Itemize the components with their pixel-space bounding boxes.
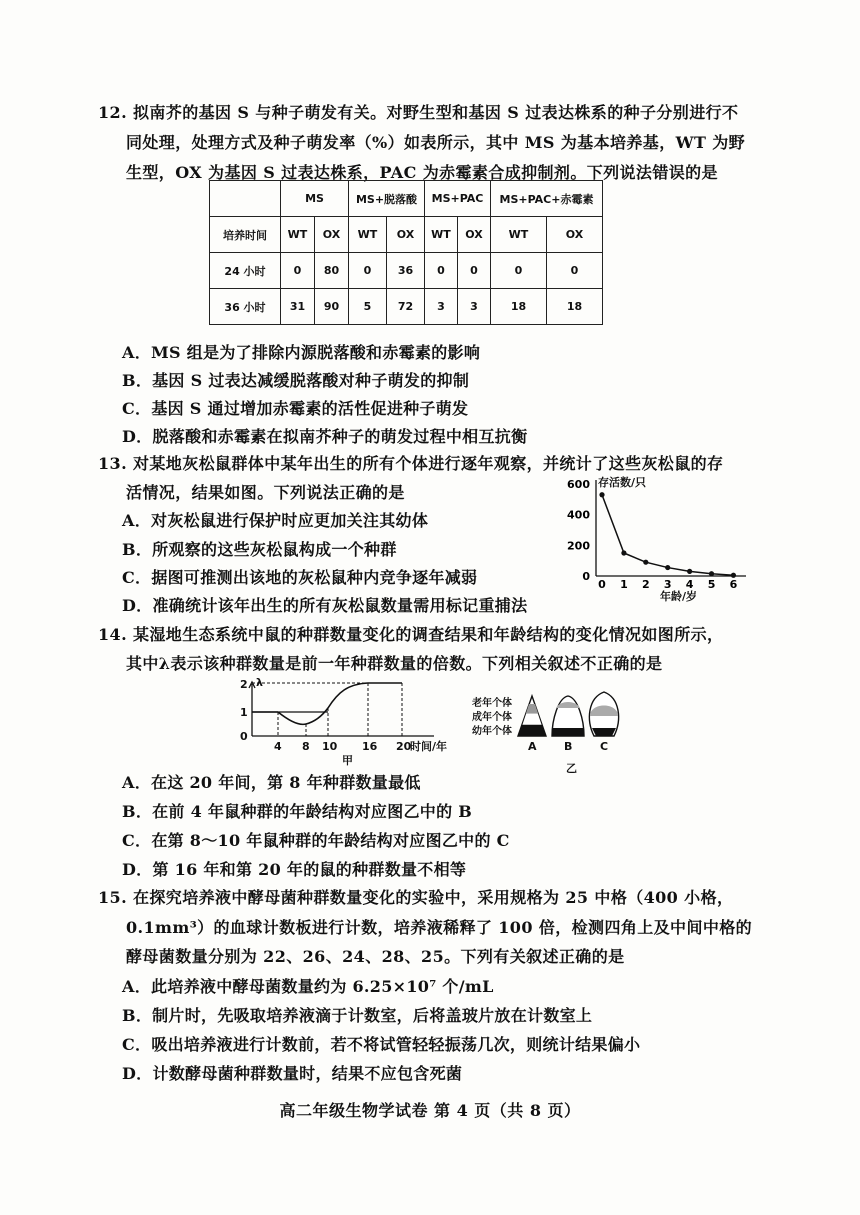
q15-option-d: D．计数酵母菌种群数量时，结果不应包含死菌 [122, 1064, 463, 1083]
table-sub-header: WT [349, 217, 387, 253]
table-cell: 5 [349, 289, 387, 325]
q14-option-c: C．在第 8～10 年鼠种群的年龄结构对应图乙中的 C [122, 831, 510, 850]
legend-young: 幼年个体 [472, 726, 512, 737]
table-cell: 90 [315, 289, 349, 325]
lambda-xtick: 16 [362, 740, 378, 753]
y-tick-label: 0 [582, 570, 590, 583]
survival-point [599, 492, 604, 497]
lambda-x-axis-label: 时间/年 [410, 740, 448, 753]
y-tick-label: 400 [567, 508, 590, 522]
q15-line-2: 0.1mm³）的血球计数板进行计数，培养液稀释了 100 倍，检测四角上及中间中格的 [126, 918, 753, 937]
table-row [210, 289, 603, 325]
x-tick-label: 0 [598, 578, 606, 591]
table-cell: 36 [387, 253, 425, 289]
table-sub-header: OX [547, 217, 603, 253]
q15-option-b: B．制片时，先吸取培养液滴于计数室，后将盖玻片放在计数室上 [122, 1006, 593, 1025]
x-tick-label: 3 [663, 578, 672, 591]
table-sub-header: WT [425, 217, 458, 253]
shape-label-c: C [600, 740, 609, 753]
table-row [210, 253, 603, 289]
lambda-figure [222, 676, 482, 766]
survival-point [621, 550, 626, 555]
q14-line-1: 14. 某湿地生态系统中鼠的种群数量变化的调查结果和年龄结构的变化情况如图所示， [98, 625, 724, 644]
q15-option-c: C．吸出培养液进行计数前，若不将试管轻轻振荡几次，则统计结果偏小 [122, 1035, 641, 1054]
q12-line-2: 同处理，处理方式及种子萌发率（%）如表所示，其中 MS 为基本培养基，WT 为野 [126, 133, 746, 152]
q14-line-2: 其中λ表示该种群数量是前一年种群数量的倍数。下列相关叙述不正确的是 [126, 654, 663, 673]
table-cell: 0 [491, 253, 547, 289]
shape-label-b: B [564, 740, 573, 753]
q13-line-1: 13. 对某地灰松鼠群体中某年出生的所有个体进行逐年观察，并统计了这些灰松鼠的存 [98, 454, 724, 473]
table-sub-header: WT [281, 217, 315, 253]
table-group-header: MS+PAC [425, 181, 491, 217]
y-tick-label: 600 [567, 478, 590, 491]
survival-point [709, 571, 714, 576]
survival-point [731, 573, 736, 578]
q12-line-3: 生型，OX 为基因 S 过表达株系，PAC 为赤霉素合成抑制剂。下列说法错误的是 [126, 163, 718, 182]
table-sub-header: WT [491, 217, 547, 253]
q13-option-d: D．准确统计该年出生的所有灰松鼠数量需用标记重捕法 [122, 596, 528, 615]
table-cell: 80 [315, 253, 349, 289]
shape-label-a: A [528, 740, 537, 753]
age-shape-b [552, 696, 584, 736]
age-structure-figure [470, 680, 640, 775]
table-sub-header: OX [315, 217, 349, 253]
lambda-ytick: 2 [240, 678, 248, 691]
q13-option-a: A．对灰松鼠进行保护时应更加关注其幼体 [122, 511, 429, 530]
q12-option-a: A．MS 组是为了排除内源脱落酸和赤霉素的影响 [122, 343, 481, 362]
q13-option-c: C．据图可推测出该地的灰松鼠种内竞争逐年减弱 [122, 568, 478, 587]
table-cell: 0 [547, 253, 603, 289]
germination-table [209, 180, 603, 325]
lambda-axis-label: λ [256, 676, 263, 689]
lambda-xtick: 8 [302, 740, 310, 753]
x-tick-label: 4 [685, 578, 694, 591]
x-tick-label: 6 [729, 578, 738, 591]
table-cell: 0 [425, 253, 458, 289]
q15-line-1: 15. 在探究培养液中酵母菌种群数量变化的实验中，采用规格为 25 中格（400 小格， [98, 888, 734, 907]
x-tick-label: 1 [620, 578, 628, 591]
x-axis-label: 年龄/岁 [660, 590, 698, 603]
q14-option-a: A．在这 20 年间，第 8 年种群数量最低 [122, 773, 421, 792]
survival-series-line [602, 495, 733, 576]
survival-chart [560, 472, 760, 604]
table-group-header: MS [281, 181, 349, 217]
table-group-header: MS+脱落酸 [349, 181, 425, 217]
y-tick-label: 200 [567, 539, 590, 553]
q12-option-b: B．基因 S 过表达减缓脱落酸对种子萌发的抑制 [122, 371, 470, 390]
x-tick-label: 5 [707, 578, 716, 591]
survival-point [665, 565, 670, 570]
legend-old: 老年个体 [472, 698, 512, 709]
table-cell: 18 [491, 289, 547, 325]
x-tick-label: 2 [641, 578, 650, 591]
table-cell: 3 [425, 289, 458, 325]
table-cell: 0 [281, 253, 315, 289]
table-corner [210, 181, 281, 217]
q12-option-c: C．基因 S 通过增加赤霉素的活性促进种子萌发 [122, 399, 469, 418]
table-cell: 72 [387, 289, 425, 325]
q13-option-b: B．所观察的这些灰松鼠构成一个种群 [122, 540, 397, 559]
table-row-header: 培养时间 [210, 217, 281, 253]
page-footer: 高二年级生物学试卷 第 4 页（共 8 页） [279, 1101, 581, 1120]
table-cell: 24 小时 [210, 253, 281, 289]
survival-point [643, 560, 648, 565]
q12-line-1: 12. 拟南芥的基因 S 与种子萌发有关。对野生型和基因 S 过表达株系的种子分别进行不 [98, 103, 739, 122]
table-sub-header: OX [387, 217, 425, 253]
survival-point [687, 569, 692, 574]
q12-option-d: D．脱落酸和赤霉素在拟南芥种子的萌发过程中相互抗衡 [122, 427, 528, 446]
lambda-xtick: 20 [396, 740, 412, 753]
lambda-ytick: 1 [240, 706, 248, 719]
figure-jia-label: 甲 [342, 754, 353, 766]
lambda-xtick: 10 [322, 740, 338, 753]
legend-adult: 成年个体 [472, 712, 512, 723]
table-cell: 3 [458, 289, 491, 325]
table-cell: 0 [458, 253, 491, 289]
lambda-ytick: 0 [240, 730, 248, 743]
figure-yi-label: 乙 [566, 762, 577, 775]
y-axis-label: 存活数/只 [598, 476, 647, 489]
table-cell: 31 [281, 289, 315, 325]
table-sub-header: OX [458, 217, 491, 253]
q14-option-d: D．第 16 年和第 20 年的鼠的种群数量不相等 [122, 860, 467, 879]
table-cell: 36 小时 [210, 289, 281, 325]
q13-line-2: 活情况，结果如图。下列说法正确的是 [126, 483, 405, 502]
lambda-xtick: 4 [274, 740, 282, 753]
table-cell: 0 [349, 253, 387, 289]
q14-option-b: B．在前 4 年鼠种群的年龄结构对应图乙中的 B [122, 802, 473, 821]
table-group-header: MS+PAC+赤霉素 [491, 181, 603, 217]
age-shape-c [589, 692, 618, 736]
q15-line-3: 酵母菌数量分别为 22、26、24、28、25。下列有关叙述正确的是 [126, 947, 625, 966]
q15-option-a: A．此培养液中酵母菌数量约为 6.25×10⁷ 个/mL [122, 977, 494, 996]
table-cell: 18 [547, 289, 603, 325]
age-shape-a [518, 696, 546, 736]
